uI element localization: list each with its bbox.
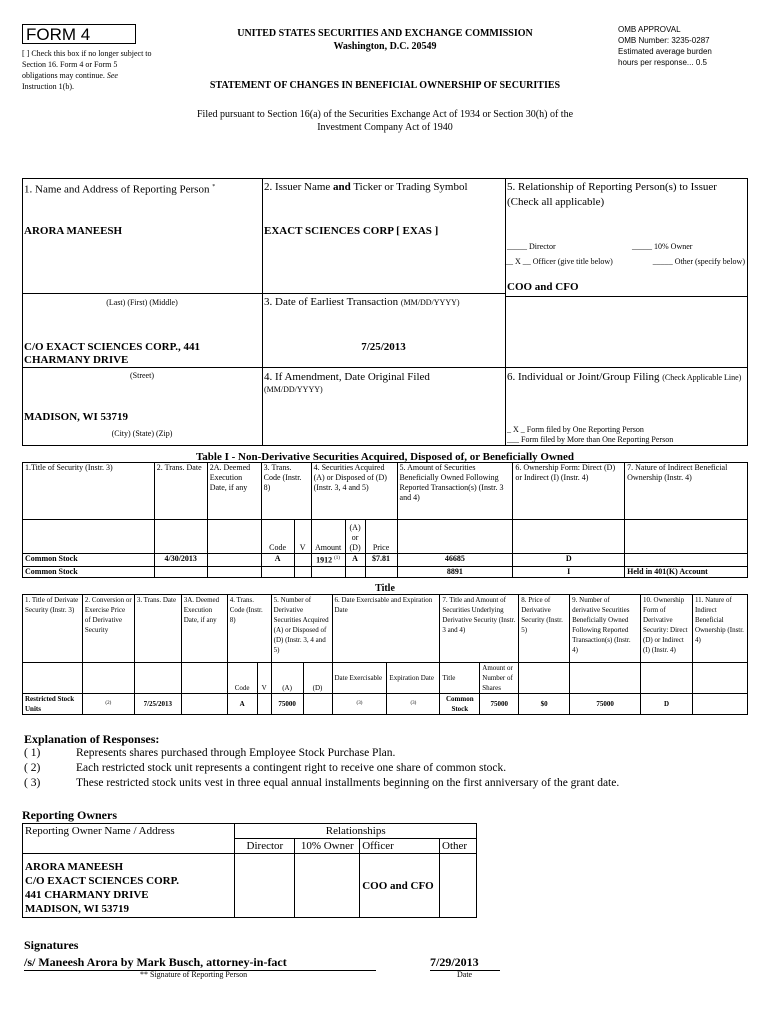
see-note: See [106,71,118,80]
t2-deemed [181,694,227,715]
table-row [23,566,748,577]
omb-burden: Estimated average burden [618,47,712,56]
t1-r1-price [365,566,397,577]
explanation-num: ( 2) [24,762,41,774]
signature-date: 7/29/2013 [430,955,500,971]
statement-title: STATEMENT OF CHANGES IN BENEFICIAL OWNERSHIP OF SECURITIES [209,80,561,91]
box3-label-text: 3. Date of Earliest Transaction [264,296,399,308]
reporting-person-name: ARORA MANEESH [24,225,123,237]
t2-code-head: Code [227,663,257,694]
t1-r1-date [154,566,207,577]
table2-title: Title [375,583,395,594]
grid-divider [262,293,505,294]
t2-d [303,694,332,715]
relationships-head: Relationships [235,824,477,839]
checkbox-note-text: [ ] Check this box if no longer subject to Section 16. Form 4 or Form 5 obligations may continue. [22,49,152,80]
t1-sub-blank [154,520,207,554]
filed-by-more[interactable]: ___ Form filed by More than One Reporting Person [507,435,674,444]
omb-approval: OMB APPROVAL [618,25,681,34]
t2-code: A [227,694,257,715]
other-head: Other [440,839,477,854]
explanation-heading: Explanation of Responses: [24,732,160,746]
t1-r0-amount [311,554,345,567]
t1-price-head: Price [365,520,397,554]
signature-date-label: Date [457,970,473,979]
t2-h3a: 3A. Deemed Execution Date, if any [181,595,227,663]
t1-r0-date: 4/30/2013 [154,554,207,567]
t1-r0-nature [625,554,748,567]
t2-form: D [641,694,693,715]
t1-r1-deemed [207,566,261,577]
t1-r0-v [294,554,311,567]
t1-r1-form: I [513,566,625,577]
name-parts: (Last) (First) (Middle) [106,298,178,307]
grid-divider [505,178,506,446]
table2 [22,594,748,715]
t2-h10: 10. Ownership Form of Derivative Security: Direct (D) or Indirect (I) (Instr. 4) [641,595,693,663]
owner-officer: COO and CFO [360,854,440,918]
t1-h1: 1.Title of Security (Instr. 3) [23,463,155,520]
t1-h2a: 2A. Deemed Execution Date, if any [207,463,261,520]
instruction-note: Instruction 1(b). [22,82,74,91]
list-item [24,746,744,761]
grid-divider [22,293,262,294]
t1-h7: 7. Nature of Indirect Beneficial Ownership (Instr. 4) [625,463,748,520]
other-check[interactable] [505,257,745,267]
box2-label-post: Ticker or Trading Symbol [350,181,468,193]
t1-r1-nature: Held in 401(K) Account [625,566,748,577]
grid-divider [262,178,263,446]
t2-security: Restricted Stock Units [23,694,83,715]
t1-r0-footnote: (1) [334,556,340,561]
box5-sub: (Check all applicable) [507,196,605,208]
t2-a: 75000 [271,694,303,715]
filed-by-one[interactable]: _ X _ Form filed by One Reporting Person [507,425,644,434]
box1-label [24,181,260,197]
t2-h6: 6. Date Exercisable and Expiration Date [332,595,440,663]
table1-title: Table I - Non-Derivative Securities Acquired, Disposed of, or Beneficially Owned [195,451,575,463]
owner-line: C/O EXACT SCIENCES CORP. [25,875,180,887]
t2-sub-blank [181,663,227,694]
t1-h2: 2. Trans. Date [154,463,207,520]
investment-act: Investment Company Act of 1940 [317,122,453,133]
explanation-list [24,746,744,791]
t2-date-ex-head: Date Exercisable [332,663,387,694]
t1-r0-ad: A [345,554,365,567]
t1-v-head: V [294,520,311,554]
owner-line: ARORA MANEESH [25,861,124,873]
t1-r0-title: Common Stock [23,554,155,567]
explanation-num: ( 1) [24,747,41,759]
box2-label-pre: 2. Issuer Name [264,181,334,193]
director-head: Director [235,839,295,854]
t1-sub-blank [625,520,748,554]
t2-exp-head: Expiration Date [387,663,440,694]
explanation-text: Each restricted stock unit represents a contingent right to receive one share of common stock. [76,762,507,774]
box3-label [264,296,504,309]
issuer-name: EXACT SCIENCES CORP [ EXAS ] [264,225,439,237]
owner-director [235,854,295,918]
t2-sub-blank [641,663,693,694]
t2-sub-blank [570,663,641,694]
t1-r0-owned: 46685 [397,554,513,567]
t1-r0-code: A [261,554,294,567]
agency-name: UNITED STATES SECURITIES AND EXCHANGE COMMISSION [237,28,533,39]
t2-h5: 5. Number of Derivative Securities Acquired (A) or Disposed of (D) (Instr. 3, 4 and 5) [271,595,332,663]
owner-other [440,854,477,918]
table-row [23,694,748,715]
t2-a-head: (A) [271,663,303,694]
t1-h4: 4. Securities Acquired (A) or Disposed of (D) (Instr. 3, 4 and 5) [311,463,397,520]
grid-divider [262,367,748,368]
t1-sub-blank [207,520,261,554]
t1-r0-deemed [207,554,261,567]
t2-h1: 1. Title of Derivate Security (Instr. 3) [23,595,83,663]
list-item [24,776,744,791]
t2-conv-footnote: (2) [82,694,134,715]
box4-label: 4. If Amendment, Date Original Filed [264,371,430,383]
t2-title-head: Title [440,663,480,694]
t2-h8: 8. Price of Derivative Security (Instr. 5) [519,595,570,663]
t1-h6: 6. Ownership Form: Direct (D) or Indirect (I) (Instr. 4) [513,463,625,520]
box6-note: (Check Applicable Line) [662,373,742,382]
earliest-transaction-date: 7/25/2013 [361,341,406,353]
box3-format: (MM/DD/YYYY) [400,298,460,307]
t2-h7: 7. Title and Amount of Securities Underlying Derivative Security (Instr. 3 and 4) [440,595,519,663]
t1-aord-head: (A) or (D) [345,520,365,554]
t1-h5: 5. Amount of Securities Beneficially Owned Following Reported Transaction(s) (Instr. 3 and 4) [397,463,513,520]
owners-heading: Reporting Owners [22,808,117,822]
reporting-grid [22,178,748,446]
director-check[interactable]: _____ Director [507,242,556,251]
t2-date: 7/25/2013 [134,694,181,715]
t2-sub-blank [519,663,570,694]
explanation-text: Represents shares purchased through Employee Stock Purchase Plan. [76,747,396,759]
t2-h4: 4. Trans. Code (Instr. 8) [227,595,271,663]
ten-pct-check[interactable]: _____ 10% Owner [632,242,693,251]
explanation-num: ( 3) [24,777,41,789]
t2-sub-blank [82,663,134,694]
officer-title: COO and CFO [507,281,579,293]
signature-label: ** Signature of Reporting Person [140,970,248,979]
form-title: FORM 4 [22,24,136,44]
t2-d-head: (D) [303,663,332,694]
t1-r1-owned: 8891 [397,566,513,577]
owner-name-address [23,854,235,918]
box1-mark: * [212,184,216,190]
owner-line: MADISON, WI 53719 [25,903,130,915]
table-row [23,554,748,567]
t1-r1-amount [311,566,345,577]
box2-label-and: and [333,181,351,193]
city-parts: (City) (State) (Zip) [111,429,173,438]
t1-amount-head: Amount [311,520,345,554]
t2-h11: 11. Nature of Indirect Beneficial Ownership (Instr. 4) [692,595,747,663]
t2-h9: 9. Number of derivative Securities Beneficially Owned Following Reported Transaction(s) (Instr. 4) [570,595,641,663]
t2-sub-blank [23,663,83,694]
t2-amount-head: Amount or Number of Shares [480,663,519,694]
owners-table [22,823,477,918]
t2-underlying: Common Stock [440,694,480,715]
agency-city: Washington, D.C. 20549 [333,41,437,52]
owner-col-name: Reporting Owner Name / Address [23,824,235,854]
omb-box [618,24,758,68]
list-item [24,761,744,776]
street-label: (Street) [130,371,154,380]
owner-line: 441 CHARMANY DRIVE [25,889,149,901]
explanation-text: These restricted stock units vest in three equal annual installments beginning on the first anniversary of the grant date. [76,777,620,789]
box6-label-text: 6. Individual or Joint/Group Filing [507,371,660,383]
checkbox-note [22,48,152,92]
signature-value: /s/ Maneesh Arora by Mark Busch, attorney-in-fact [24,955,376,971]
t2-price: $0 [519,694,570,715]
box1-label-text: 1. Name and Address of Reporting Person [24,183,210,196]
t1-r1-code [261,566,294,577]
t1-sub-blank [397,520,513,554]
box6-label [507,371,747,384]
signatures-heading: Signatures [24,938,79,952]
table1 [22,462,748,578]
t2-v [257,694,271,715]
t2-h3: 3. Trans. Date [134,595,181,663]
filed-pursuant: Filed pursuant to Section 16(a) of the Securities Exchange Act of 1934 or Section 30(h) of the [196,109,574,120]
t2-h2: 2. Conversion or Exercise Price of Derivative Security [82,595,134,663]
box2-label [264,181,504,194]
t1-sub-blank [513,520,625,554]
t1-r1-title: Common Stock [23,566,155,577]
officer-head: Officer [360,839,440,854]
box5-label: 5. Relationship of Reporting Person(s) to Issuer [507,181,717,193]
t2-exp-footnote: (3) [387,694,440,715]
t1-r0-price: $7.81 [365,554,397,567]
t1-h3: 3. Trans. Code (Instr. 8) [261,463,311,520]
officer-check[interactable]: __ X __ Officer (give title below) [505,257,613,266]
t1-code-head: Code [261,520,294,554]
box4-format: (MM/DD/YYYY) [264,385,323,394]
t1-r0-form: D [513,554,625,567]
t2-owned: 75000 [570,694,641,715]
other-check-text: _____ Other (specify below) [652,257,745,266]
t1-r1-ad [345,566,365,577]
t2-sub-blank [134,663,181,694]
table-row [23,854,477,918]
reporting-address: C/O EXACT SCIENCES CORP., 441 CHARMANY DRIVE [24,341,201,366]
omb-hours: hours per response... 0.5 [618,58,707,67]
ten-pct-head: 10% Owner [295,839,360,854]
t1-r1-v [294,566,311,577]
grid-divider [505,296,748,297]
t2-underlying-amount: 75000 [480,694,519,715]
t2-ex-footnote: (3) [332,694,387,715]
owner-ten-pct [295,854,360,918]
t1-sub-blank [23,520,155,554]
t1-r0-amount-value: 1912 [316,555,333,565]
t2-v-head: V [257,663,271,694]
t2-sub-blank [692,663,747,694]
omb-number: OMB Number: 3235-0287 [618,36,710,45]
grid-divider [22,367,262,368]
reporting-city: MADISON, WI 53719 [24,411,129,423]
t2-nature [692,694,747,715]
